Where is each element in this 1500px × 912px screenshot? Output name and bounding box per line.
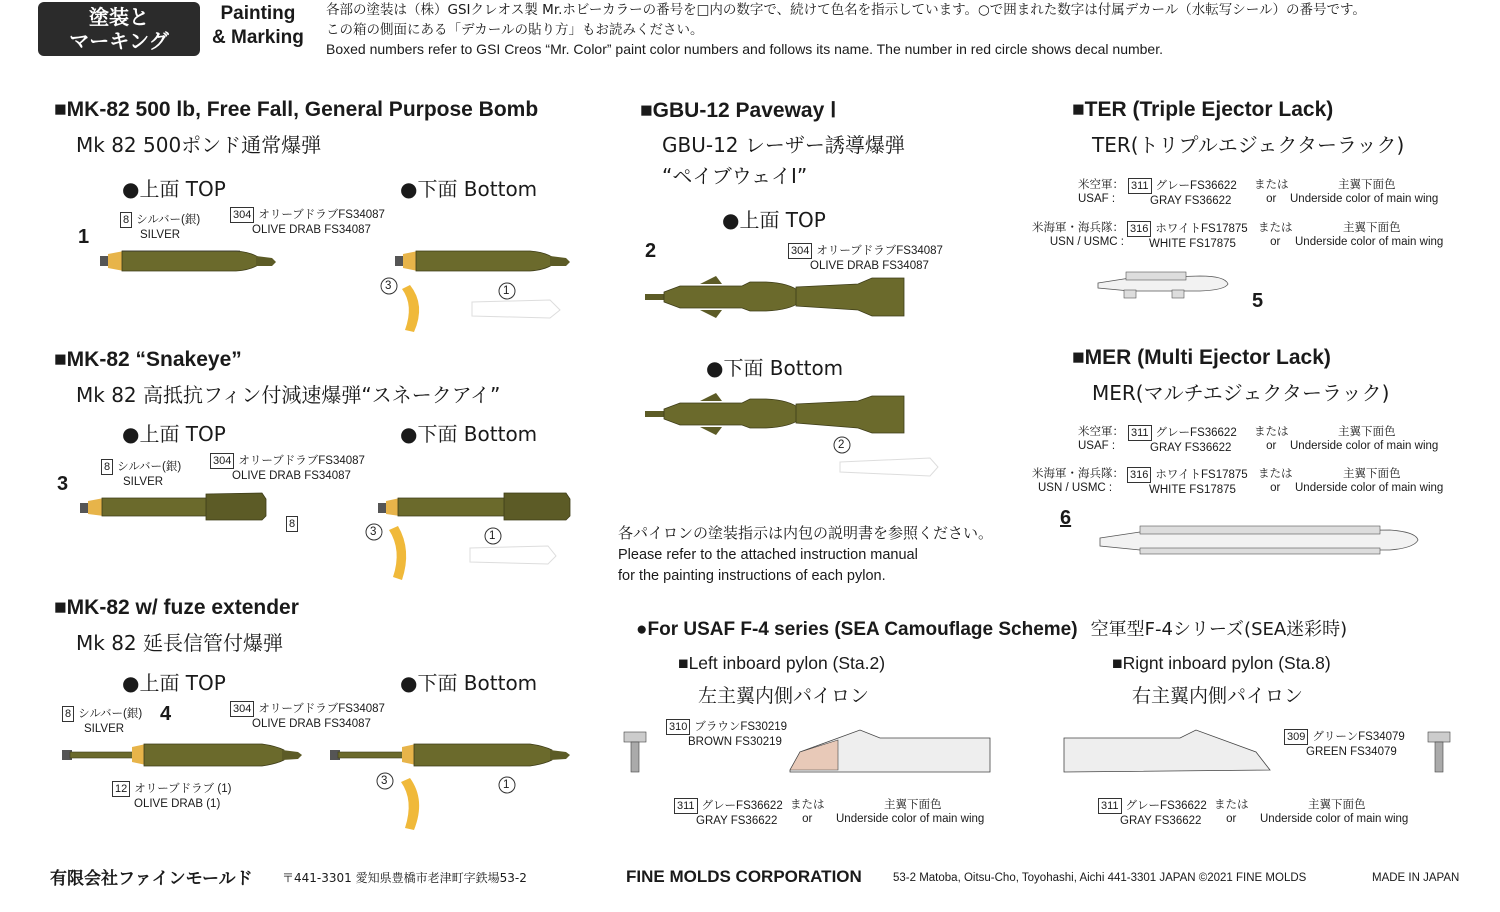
decal-label-3: 3: [381, 775, 388, 787]
pylon-note-en-1: Please refer to the attached instruction manual: [618, 547, 918, 563]
white-jp: ホワイトFS17875: [1155, 223, 1248, 235]
snakeye-fin-callout: [286, 516, 302, 532]
paint-number-box: 316: [1127, 221, 1151, 237]
white-jp: ホワイトFS17875: [1155, 469, 1248, 481]
ter-gray-callout: [1128, 178, 1237, 208]
decal-band: [402, 285, 419, 332]
under-jp: 主翼下面色: [1343, 222, 1401, 234]
title-line-1: Painting: [220, 3, 296, 24]
white-en: WHITE FS17875: [1149, 238, 1236, 250]
usaf-en: USAF :: [1078, 193, 1116, 205]
mer-or: [1254, 425, 1289, 453]
olive-jp: オリーブドラブFS34087: [258, 703, 385, 715]
mer-usn-label: [1032, 467, 1124, 495]
ter-usn-label: [1032, 221, 1124, 249]
green-callout: [1284, 729, 1405, 759]
tail-fin: [256, 256, 276, 266]
mer-title: ■MER (Multi Ejector Lack): [1072, 346, 1331, 369]
ter-rack: [1098, 272, 1228, 298]
paint-number-box: 8: [286, 516, 298, 532]
or-jp: または: [1254, 426, 1289, 438]
usn-en: USN / USMC :: [1038, 482, 1113, 494]
silver-jp: シルバー(銀): [136, 214, 201, 226]
part-number-4: 4: [160, 703, 172, 725]
mk82-title: ■MK-82 500 lb, Free Fall, General Purpose Bomb: [54, 98, 539, 121]
snakeye-olive-callout: [210, 453, 365, 483]
ter-title: ■TER (Triple Ejector Lack): [1072, 98, 1334, 121]
right-pylon-jp: 右主翼内側パイロン: [1132, 685, 1304, 707]
white-en: WHITE FS17875: [1149, 484, 1236, 496]
bomb-body: [122, 251, 258, 271]
under-jp: 主翼下面色: [884, 799, 942, 811]
or-en: or: [1226, 813, 1237, 825]
f4-heading: [636, 615, 1347, 641]
gray-en: GRAY FS36622: [1150, 195, 1232, 207]
od1-jp: オリーブドラブ (1): [134, 783, 232, 795]
paint-number-box: 304: [788, 243, 812, 259]
gray-jp: グレーFS36622: [701, 800, 783, 812]
ter-usaf-label: [1078, 178, 1124, 206]
paint-number-box: 12: [112, 781, 130, 797]
decal-label-1: 1: [503, 285, 510, 297]
silver-en: SILVER: [140, 229, 181, 241]
or-en: or: [1270, 236, 1281, 248]
paint-number-box: 311: [1098, 798, 1122, 814]
brown-jp: ブラウンFS30219: [694, 721, 788, 733]
silver-en: SILVER: [84, 723, 125, 735]
under-jp: 主翼下面色: [1308, 799, 1366, 811]
usaf-jp: 米空軍：: [1078, 426, 1124, 438]
olive-jp: オリーブドラブFS34087: [238, 455, 365, 467]
fuze-olive-callout: [230, 701, 385, 731]
under-jp: 主翼下面色: [1343, 468, 1401, 480]
fuze-od1-callout: [112, 781, 231, 811]
left-or: [790, 798, 825, 826]
silver-jp: シルバー(銀): [78, 708, 143, 720]
usaf-en: USAF :: [1078, 440, 1116, 452]
right-underside: [1260, 798, 1408, 826]
right-or: [1214, 798, 1249, 826]
gbu12-view-bottom: ●下面 Bottom: [706, 356, 844, 380]
olive-en: OLIVE DRAB FS34087: [810, 260, 929, 272]
left-pylon-title: ■Left inboard pylon (Sta.2): [678, 653, 886, 673]
ter-or-2: [1258, 221, 1293, 249]
gbu12-view-top: ●上面 TOP: [722, 208, 826, 232]
fuze-jp: Mk 82 延長信管付爆弾: [76, 631, 284, 655]
under-en: Underside color of main wing: [1295, 236, 1444, 248]
snakeye-jp: Mk 82 高抵抗フィン付減速爆弾“スネークアイ”: [76, 383, 501, 407]
footer-address-en: 53-2 Matoba, Oitsu-Cho, Toyohashi, Aichi 441-3301 JAPAN ©2021 FINE MOLDS: [893, 872, 1307, 884]
fuze-title: ■MK-82 w/ fuze extender: [54, 596, 299, 619]
or-jp: または: [1258, 468, 1293, 480]
snakeye-bottom-bomb: [378, 493, 570, 580]
badge-line-2: マーキング: [69, 29, 169, 53]
paint-number-box: 311: [1128, 178, 1152, 194]
f4-title: ●For USAF F-4 series (SEA Camouflage Scheme): [636, 619, 1078, 640]
part-number-3: 3: [57, 473, 69, 495]
part-number-5: 5: [1252, 290, 1264, 312]
brown-en: BROWN FS30219: [688, 736, 782, 748]
left-underside: [836, 798, 984, 826]
gbu12-bottom-bomb: [645, 393, 938, 476]
paint-number-box: 311: [674, 798, 698, 814]
decal-label-1: 1: [489, 530, 496, 542]
mk82-bottom-bomb: [395, 251, 570, 332]
gbu12-title: ■GBU-12 Paveway Ⅰ: [640, 99, 837, 122]
gbu12-olive-callout: [788, 243, 943, 273]
mer-rack: [1100, 526, 1418, 554]
note-en: Boxed numbers refer to GSI Creos “Mr. Color” paint color numbers and follows its name. The number in red circle shows decal number.: [326, 41, 1163, 57]
olive-jp: オリーブドラブFS34087: [816, 245, 943, 257]
snakeye-view-bottom: ●下面 Bottom: [400, 422, 538, 446]
gbu12-jp-2: “ペイブウェイⅠ”: [662, 164, 808, 188]
fuze-silver-callout: [62, 706, 142, 736]
gbu12-top-bomb: [645, 276, 904, 318]
under-jp: 主翼下面色: [1338, 426, 1396, 438]
decal-label-1: 1: [503, 779, 510, 791]
paint-number-box: 304: [210, 453, 234, 469]
ter-underside: [1290, 178, 1438, 206]
fuze-bottom-bomb: [330, 744, 570, 830]
footer-company-jp: 有限会社ファインモールド: [50, 869, 253, 889]
usaf-jp: 米空軍：: [1078, 179, 1124, 191]
fuze-view-top: ●上面 TOP: [122, 671, 226, 695]
under-en: Underside color of main wing: [1260, 813, 1409, 825]
paint-number-box: 309: [1284, 729, 1308, 745]
mer-jp: MER(マルチエジェクターラック): [1092, 381, 1390, 405]
paint-number-box: 8: [101, 459, 113, 475]
paint-number-box: 310: [666, 719, 690, 735]
left-pylon-jp: 左主翼内側パイロン: [698, 685, 870, 707]
or-jp: または: [1254, 179, 1289, 191]
od1-en: OLIVE DRAB (1): [134, 798, 221, 810]
or-jp: または: [1214, 799, 1249, 811]
paint-number-box: 311: [1128, 425, 1152, 441]
footer-company-en: FINE MOLDS CORPORATION: [626, 867, 862, 886]
part-number-6: 6: [1060, 507, 1072, 529]
or-en: or: [1266, 193, 1277, 205]
note-jp-1: 各部の塗装は（株）GSIクレオス製 Mr.ホビーカラーの番号を□内の数字で、続けて色名を指示しています。○で囲まれた数字は付属デカール（水転写シール）の番号です。: [326, 2, 1366, 18]
gray-jp: グレーFS36622: [1155, 180, 1237, 192]
decal-label-3: 3: [370, 526, 377, 538]
f4-title-jp: 空軍型F-4シリーズ(SEA迷彩時): [1090, 619, 1348, 640]
part-number-1: 1: [78, 226, 90, 248]
mer-white-callout: [1127, 467, 1248, 497]
pylon-note-en-2: for the painting instructions of each pylon.: [618, 568, 886, 584]
gbu12-jp-1: GBU-12 レーザー誘導爆弾: [662, 133, 905, 157]
ter-or: [1254, 178, 1289, 206]
ter-white-callout: [1127, 221, 1248, 251]
paint-number-box: 304: [230, 701, 254, 717]
snakeye-title: ■MK-82 “Snakeye”: [54, 348, 242, 371]
mk82-view-bottom: ●下面 Bottom: [400, 177, 538, 201]
note-jp-2: この箱の側面にある「デカールの貼り方」もお読みください。: [326, 22, 704, 38]
gray-en: GRAY FS36622: [1120, 815, 1202, 827]
mer-underside: [1290, 425, 1438, 453]
or-en: or: [1266, 440, 1277, 452]
or-jp: または: [790, 799, 825, 811]
olive-en: OLIVE DRAB FS34087: [232, 470, 351, 482]
usn-en: USN / USMC :: [1049, 236, 1124, 248]
mer-gray-callout: [1128, 425, 1237, 455]
pylon-note-jp: 各パイロンの塗装指示は内包の説明書を参照ください。: [618, 524, 994, 542]
left-gray-callout: [674, 798, 783, 828]
decal-label-3: 3: [385, 280, 392, 292]
green-en: GREEN FS34079: [1306, 746, 1397, 758]
right-gray-callout: [1098, 798, 1207, 828]
silver-en: SILVER: [123, 476, 164, 488]
mer-underside-2: [1295, 467, 1443, 495]
or-jp: または: [1258, 222, 1293, 234]
right-pylon-title: ■Rignt inboard pylon (Sta.8): [1112, 653, 1331, 673]
olive-en: OLIVE DRAB FS34087: [252, 718, 371, 730]
or-en: or: [802, 813, 813, 825]
gray-en: GRAY FS36622: [1150, 442, 1232, 454]
usn-jp: 米海軍・海兵隊：: [1032, 222, 1124, 234]
fuze-top-bomb: [62, 744, 302, 766]
snakeye-view-top: ●上面 TOP: [122, 422, 226, 446]
footer-made: MADE IN JAPAN: [1372, 872, 1460, 884]
decal-stencil: [472, 300, 560, 318]
usn-jp: 米海軍・海兵隊：: [1032, 468, 1124, 480]
olive-en: OLIVE DRAB FS34087: [252, 224, 371, 236]
fuze-view-bottom: ●下面 Bottom: [400, 671, 538, 695]
gray-jp: グレーFS36622: [1125, 800, 1207, 812]
badge-line-1: 塗装と: [89, 5, 149, 29]
part-number-2: 2: [645, 240, 657, 262]
mk82-jp: Mk 82 500ポンド通常爆弾: [76, 133, 322, 157]
mk82-view-top: ●上面 TOP: [122, 177, 226, 201]
paint-number-box: 8: [62, 706, 74, 722]
under-en: Underside color of main wing: [836, 813, 985, 825]
brown-callout: [666, 719, 787, 749]
snakeye-fin: [206, 493, 266, 520]
fuze-extender: [70, 752, 134, 758]
silver-jp: シルバー(銀): [117, 461, 182, 473]
title-line-2: & Marking: [212, 27, 304, 48]
snakeye-top-bomb: [80, 493, 266, 520]
paint-number-box: 316: [1127, 467, 1151, 483]
footer-address-jp: 〒441-3301 愛知県豊橋市老津町字鉄場53-2: [282, 871, 527, 885]
or-en: or: [1270, 482, 1281, 494]
olive-jp: オリーブドラブFS34087: [258, 209, 385, 221]
paint-number-box: 304: [230, 207, 254, 223]
under-jp: 主翼下面色: [1338, 179, 1396, 191]
mer-usaf-label: [1078, 425, 1124, 453]
ter-jp: TER(トリプルエジェクターラック): [1092, 133, 1405, 157]
green-jp: グリーンFS34079: [1312, 731, 1405, 743]
mk82-top-bomb: [100, 251, 276, 271]
gray-en: GRAY FS36622: [696, 815, 778, 827]
under-en: Underside color of main wing: [1295, 482, 1444, 494]
snakeye-silver-callout: [101, 459, 181, 489]
decal-label-2: 2: [838, 439, 845, 451]
ter-underside-2: [1295, 221, 1443, 249]
mer-or-2: [1258, 467, 1293, 495]
paint-number-box: 8: [120, 212, 132, 228]
under-en: Underside color of main wing: [1290, 193, 1439, 205]
gray-jp: グレーFS36622: [1155, 427, 1237, 439]
under-en: Underside color of main wing: [1290, 440, 1439, 452]
